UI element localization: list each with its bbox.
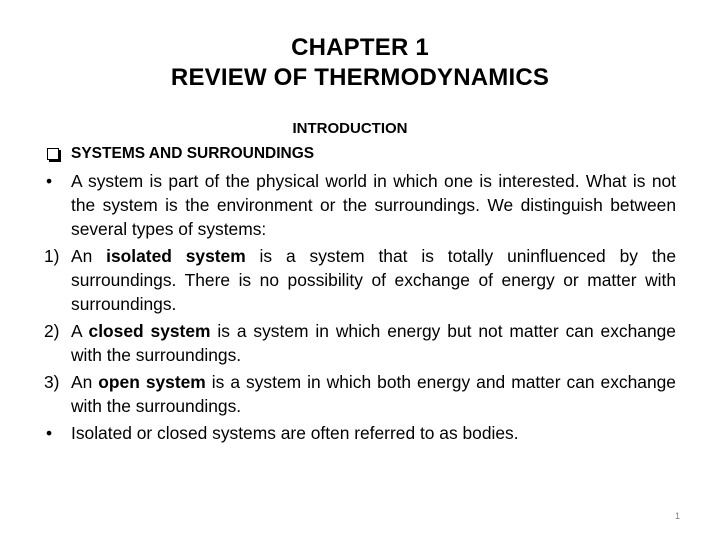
number-marker: 1)	[44, 246, 60, 266]
checkbox-square-icon	[47, 148, 59, 160]
page-number: 1	[674, 511, 680, 521]
number-marker: 2)	[44, 321, 60, 341]
title-line-2: REVIEW OF THERMODYNAMICS	[170, 64, 550, 91]
term-open-system: open system	[98, 372, 206, 392]
section-subtitle: INTRODUCTION	[292, 120, 408, 137]
item-text: is a system in which energy but not matter can exchange with the surroundings.	[71, 321, 676, 365]
term-closed-system: closed system	[88, 321, 211, 341]
bullet-marker: •	[46, 171, 53, 191]
item-prefix: A	[71, 321, 89, 341]
item-prefix: An	[71, 372, 99, 392]
number-marker: 3)	[44, 372, 60, 392]
numbered-item-open-system	[46, 370, 676, 418]
bullet-marker: •	[46, 423, 53, 443]
title-line-1: CHAPTER 1	[291, 34, 429, 61]
slide-body	[46, 142, 676, 448]
bullet-item-system-definition	[46, 169, 676, 241]
item-text: is a system in which both energy and matter can exchange with the surroundings.	[71, 372, 676, 416]
numbered-item-closed-system	[46, 319, 676, 367]
slide-title	[0, 33, 720, 93]
item-text: is a system that is totally uninfluenced by the surroundings. There is no possibility of exchange of energy or matter with surroundings.	[71, 246, 676, 314]
item-prefix: An	[71, 246, 107, 266]
bullet-text: Isolated or closed systems are often referred to as bodies.	[71, 423, 519, 443]
bullet-text: A system is part of the physical world in which one is interested. What is not the system is the environment or the surroundings. We distinguish between several types of systems:	[71, 171, 676, 239]
term-isolated-system: isolated system	[106, 246, 246, 266]
section-heading-text: SYSTEMS AND SURROUNDINGS	[71, 145, 315, 162]
section-heading	[46, 142, 676, 166]
numbered-item-isolated-system	[46, 244, 676, 316]
bullet-item-bodies	[46, 421, 676, 445]
